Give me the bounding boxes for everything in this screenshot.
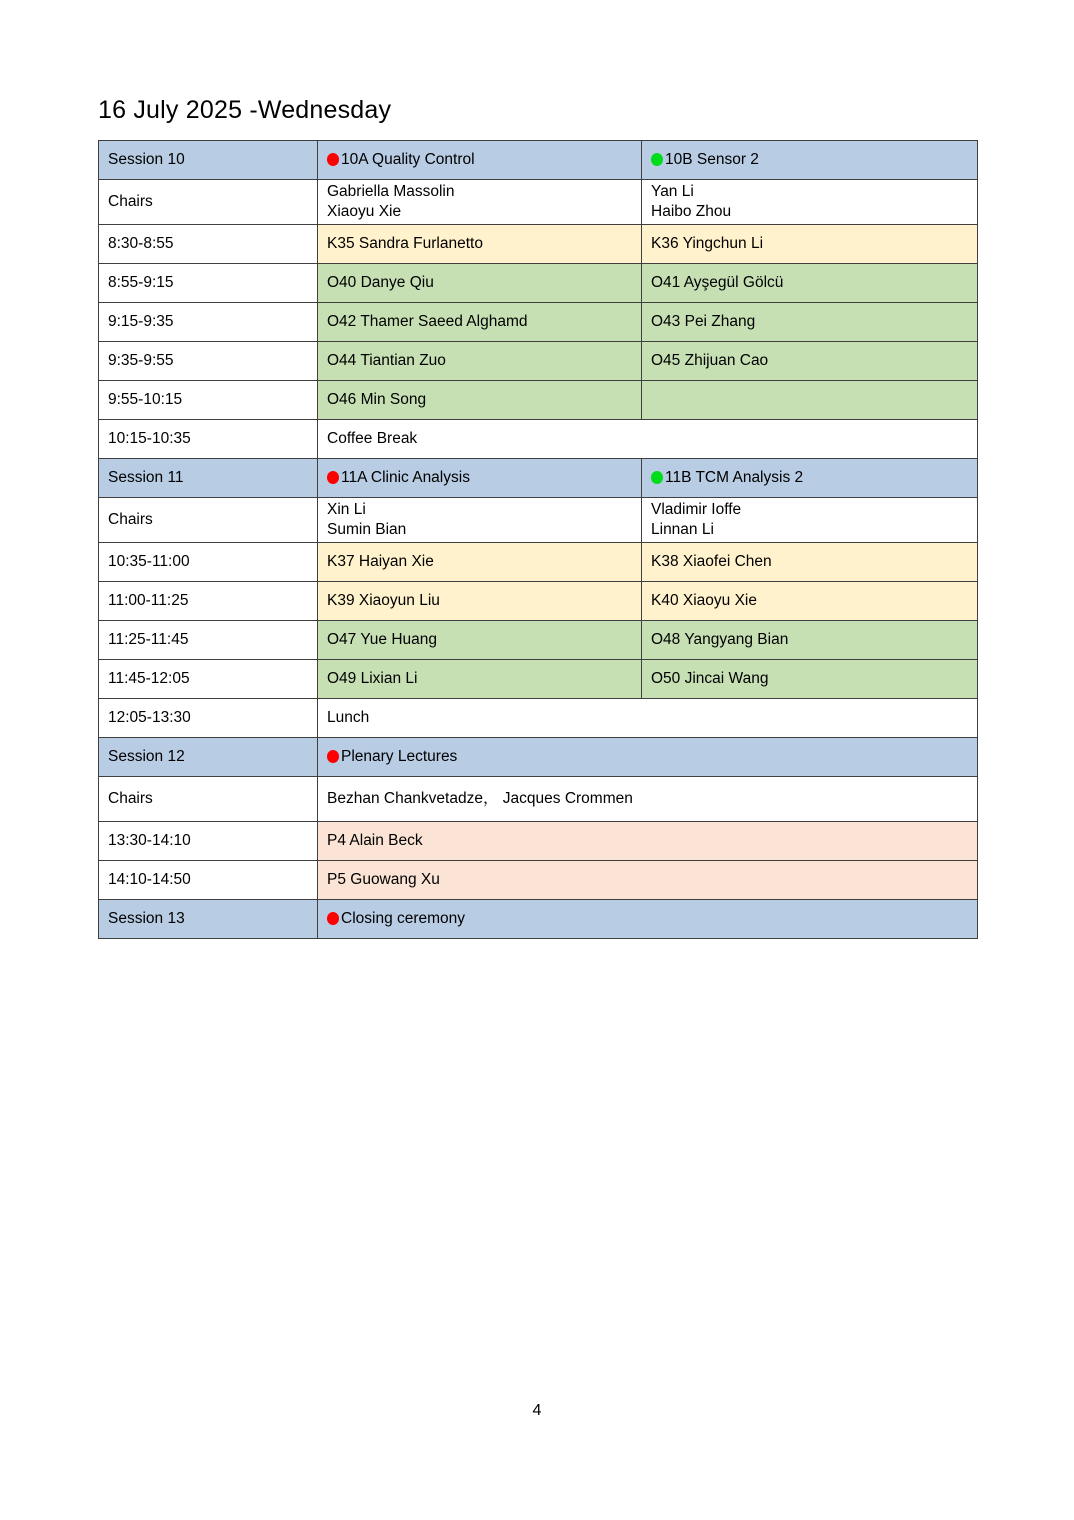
session-label-cell: Session 12: [99, 738, 318, 777]
time-cell: 12:05-13:30: [99, 699, 318, 738]
time-cell: 13:30-14:10: [99, 822, 318, 861]
table-row: [99, 582, 978, 621]
time-cell: 9:55-10:15: [99, 381, 318, 420]
chair-name: Gabriella Massolin: [327, 183, 455, 201]
table-row: [99, 303, 978, 342]
talk-cell: O44 Tiantian Zuo: [318, 342, 642, 381]
chairs-names-cell: [318, 180, 642, 225]
event-cell: P4 Alain Beck: [318, 822, 978, 861]
talk-cell: O48 Yangyang Bian: [642, 621, 978, 660]
talk-cell: K38 Xiaofei Chen: [642, 543, 978, 582]
session-title-cell: [318, 141, 642, 180]
time-cell: 9:35-9:55: [99, 342, 318, 381]
session-label-cell: Session 10: [99, 141, 318, 180]
event-cell: P5 Guowang Xu: [318, 861, 978, 900]
table-row: [99, 621, 978, 660]
table-row: [99, 543, 978, 582]
talk-cell: O46 Min Song: [318, 381, 642, 420]
table-row: [99, 498, 978, 543]
event-cell: Lunch: [318, 699, 978, 738]
table-row: [99, 777, 978, 822]
talk-cell: K35 Sandra Furlanetto: [318, 225, 642, 264]
table-row: [99, 225, 978, 264]
session-title: 10A Quality Control: [341, 151, 475, 169]
time-cell: 10:35-11:00: [99, 543, 318, 582]
chairs-label-cell: Chairs: [99, 498, 318, 543]
talk-cell: [642, 381, 978, 420]
session-title-cell: [642, 459, 978, 498]
time-cell: 11:00-11:25: [99, 582, 318, 621]
table-row: [99, 459, 978, 498]
chairs-names-cell: [318, 777, 978, 822]
chair-name: Xiaoyu Xie: [327, 203, 402, 220]
time-cell: 9:15-9:35: [99, 303, 318, 342]
talk-cell: O49 Lixian Li: [318, 660, 642, 699]
talk-cell: K36 Yingchun Li: [642, 225, 978, 264]
table-row: [99, 381, 978, 420]
table-row: [99, 141, 978, 180]
time-cell: 11:25-11:45: [99, 621, 318, 660]
chair-name: Sumin Bian: [327, 521, 407, 538]
talk-cell: K40 Xiaoyu Xie: [642, 582, 978, 621]
red-dot-icon: [327, 153, 339, 166]
table-row: [99, 342, 978, 381]
chairs-label-cell: Chairs: [99, 777, 318, 822]
table-row: [99, 699, 978, 738]
chair-name: Bezhan Chankvetadze， Jacques Crommen: [327, 790, 633, 808]
red-dot-icon: [327, 750, 339, 763]
talk-cell: O47 Yue Huang: [318, 621, 642, 660]
chair-name: Vladimir Ioffe: [651, 501, 742, 519]
schedule-table-body: [99, 141, 978, 939]
session-title: 11B TCM Analysis 2: [665, 469, 804, 487]
talk-cell: O40 Danye Qiu: [318, 264, 642, 303]
red-dot-icon: [327, 471, 339, 484]
session-title-cell: [318, 459, 642, 498]
session-label-cell: Session 13: [99, 900, 318, 939]
page-number: 4: [532, 1402, 542, 1419]
chairs-label-cell: Chairs: [99, 180, 318, 225]
event-cell: Coffee Break: [318, 420, 978, 459]
green-dot-icon: [651, 153, 663, 166]
table-row: [99, 822, 978, 861]
time-cell: 11:45-12:05: [99, 660, 318, 699]
time-cell: 10:15-10:35: [99, 420, 318, 459]
chair-name: Haibo Zhou: [651, 203, 732, 220]
time-cell: 14:10-14:50: [99, 861, 318, 900]
table-row: [99, 861, 978, 900]
chair-name: Linnan Li: [651, 521, 714, 538]
session-label-cell: Session 11: [99, 459, 318, 498]
table-row: [99, 738, 978, 777]
talk-cell: O45 Zhijuan Cao: [642, 342, 978, 381]
session-title: 10B Sensor 2: [665, 151, 759, 169]
table-row: [99, 180, 978, 225]
green-dot-icon: [651, 471, 663, 484]
talk-cell: O50 Jincai Wang: [642, 660, 978, 699]
talk-cell: K37 Haiyan Xie: [318, 543, 642, 582]
chairs-names-cell: [318, 498, 642, 543]
talk-cell: K39 Xiaoyun Liu: [318, 582, 642, 621]
session-title: 11A Clinic Analysis: [341, 469, 470, 487]
talk-cell: O43 Pei Zhang: [642, 303, 978, 342]
table-row: [99, 900, 978, 939]
page-title: 16 July 2025 -Wednesday: [98, 96, 392, 124]
session-title-cell: [318, 738, 978, 777]
chairs-names-cell: [642, 498, 978, 543]
time-cell: 8:55-9:15: [99, 264, 318, 303]
talk-cell: O42 Thamer Saeed Alghamd: [318, 303, 642, 342]
time-cell: 8:30-8:55: [99, 225, 318, 264]
session-title-cell: [642, 141, 978, 180]
table-row: [99, 660, 978, 699]
chair-name: Xin Li: [327, 501, 366, 519]
table-row: [99, 264, 978, 303]
table-row: [99, 420, 978, 459]
session-title: Plenary Lectures: [341, 748, 458, 766]
chair-name: Yan Li: [651, 183, 694, 201]
red-dot-icon: [327, 912, 339, 925]
talk-cell: O41 Ayşegül Gölcü: [642, 264, 978, 303]
chairs-names-cell: [642, 180, 978, 225]
session-title-cell: [318, 900, 978, 939]
conference-schedule-table: [98, 140, 978, 939]
session-title: Closing ceremony: [341, 910, 466, 928]
